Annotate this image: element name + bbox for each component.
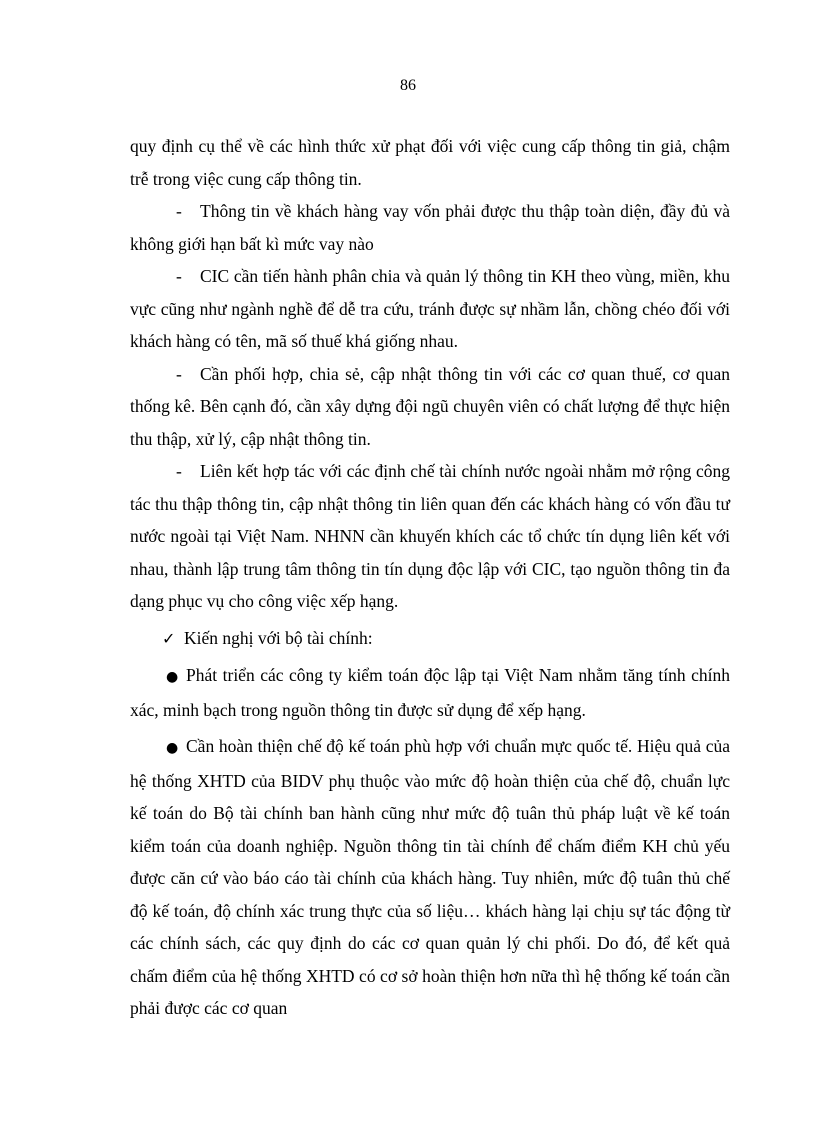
dash-marker: - [176, 266, 182, 286]
document-body [130, 130, 730, 1025]
bullet-list-item [130, 659, 730, 726]
dash-item-text: Cần phối hợp, chia sẻ, cập nhật thông tin với các cơ quan thuế, cơ quan thống kê. Bên cạnh đó, cần xây dựng đội ngũ chuyên viên có chất lượng để thực hiện thu thập, xử lý, cập nhật thông tin. [130, 363, 730, 449]
dash-list-item [130, 358, 730, 456]
bullet-item-text: Phát triển các công ty kiểm toán độc lập tại Việt Nam nhằm tăng tính chính xác, minh bạch trong nguồn thông tin được sử dụng để xếp hạng. [130, 665, 730, 720]
checkmark-icon: ✓ [162, 628, 176, 648]
recommendation-heading [130, 622, 730, 656]
dash-item-text: Liên kết hợp tác với các định chế tài chính nước ngoài nhằm mở rộng công tác thu thập thông tin, cập nhật thông tin liên quan đến các khách hàng có vốn đầu tư nước ngoài tại Việt Nam. NHNN cần khuyến khích các tổ chức tín dụng liên kết với nhau, thành lập trung tâm thông tin tín dụng độc lập với CIC, tạo nguồn thông tin đa dạng phục vụ cho công việc xếp hạng. [130, 461, 730, 611]
dash-item-text: Thông tin về khách hàng vay vốn phải được thu thập toàn diện, đầy đủ và không giới hạn bất kì mức vay nào [130, 201, 730, 254]
dash-list-item [130, 195, 730, 260]
dash-item-text: CIC cần tiến hành phân chia và quản lý thông tin KH theo vùng, miền, khu vực cũng như ngành nghề để dễ tra cứu, tránh được sự nhầm lẫn, chồng chéo đối với khách hàng có tên, mã số thuế khá giống nhau. [130, 266, 730, 351]
intro-paragraph: quy định cụ thể về các hình thức xử phạt đối với việc cung cấp thông tin giả, chậm trễ trong việc cung cấp thông tin. [130, 136, 730, 189]
bullet-list-item [130, 730, 730, 1025]
dash-list-item [130, 455, 730, 618]
dash-marker: - [176, 461, 182, 481]
bullet-item-text: Cần hoàn thiện chế độ kế toán phù hợp với chuẩn mực quốc tế. Hiệu quả của hệ thống XHTD của BIDV phụ thuộc vào mức độ hoàn thiện của chế độ, chuẩn lực kế toán do Bộ tài chính ban hành cũng như mức độ tuân thủ pháp luật về kế toán kiểm toán của doanh nghiệp. Nguồn thông tin tài chính để chấm điểm KH chủ yếu được căn cứ vào báo cáo tài chính của khách hàng. Tuy nhiên, mức độ tuân thủ chế độ kế toán, độ chính xác trung thực của số liệu… khách hàng lại chịu sự tác động từ các chính sách, các quy định do các cơ quan quản lý chi phối. Do đó, để kết quả chấm điểm của hệ thống XHTD có cơ sở hoàn thiện hơn nữa thì hệ thống kế toán cần phải được các cơ quan [130, 736, 730, 1018]
recommendation-heading-text: Kiến nghị với bộ tài chính: [184, 627, 373, 648]
dash-marker: - [176, 363, 182, 384]
bullet-icon: ● [166, 740, 179, 756]
page-number: 86 [400, 77, 416, 94]
dash-list-item [130, 260, 730, 358]
dash-marker: - [176, 201, 182, 221]
bullet-icon: ● [166, 669, 179, 685]
